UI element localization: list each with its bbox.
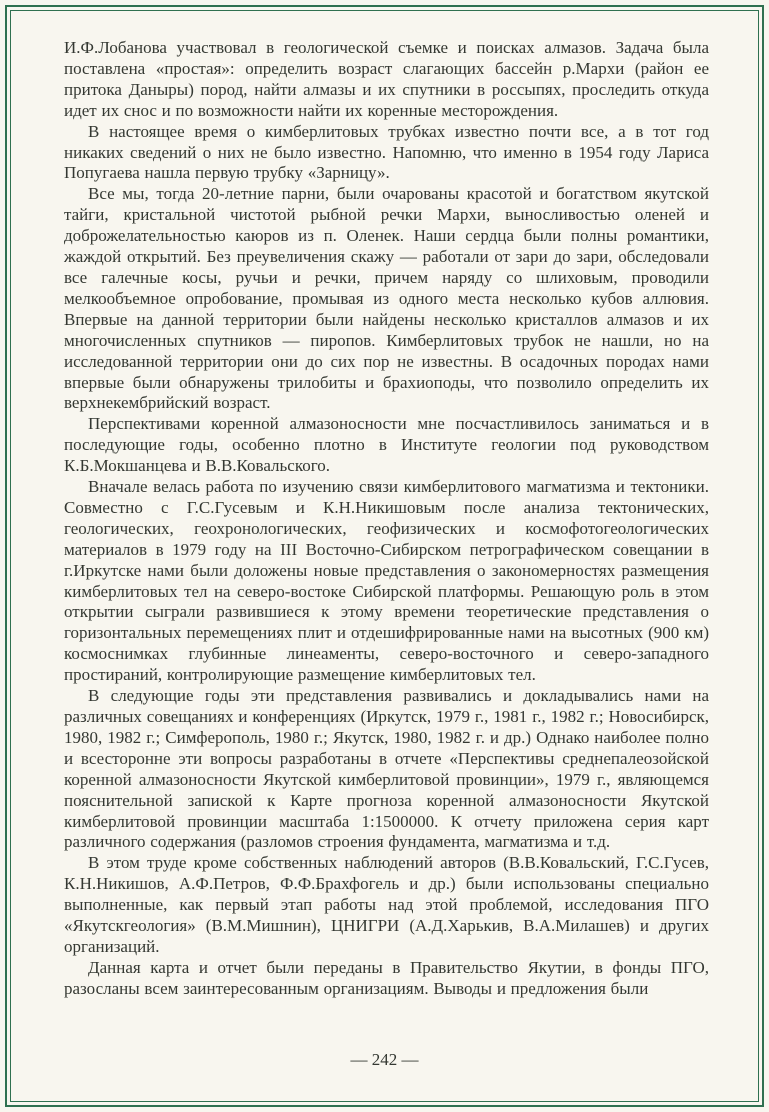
paragraph: В следующие годы эти представления развивались и докладывались нами на различных совещаниях и конференциях (Иркутск, 1979 г., 1981 г., 1982 г.; Новосибирск, 1980, 1982 г.; Симферополь, 1980 г.; Якутск, 1980, 1982 г. и др.) Однако наиболее полно и всесторонне эти вопросы разработаны в отчете «Перспективы среднепалеозойской коренной алмазоносности Якутской кимберлитовой провинции», 1979 г., являющемся пояснительной запиской к Карте прогноза коренной алмазоносности Якутской кимберлитовой провинции масштаба 1:1500000. К отчету приложена серия карт различного содержания (разломов строения фундамента, магматизма и т.д. (64, 686, 709, 852)
page-text-block (64, 38, 709, 1000)
paragraph: В этом труде кроме собственных наблюдений авторов (В.В.Ковальский, Г.С.Гусев, К.Н.Никишов, А.Ф.Петров, Ф.Ф.Брахфогель и др.) были использованы специально выполненные, как первый этап работы над этой проблемой, исследования ПГО «Якутскгеология» (В.М.Мишнин), ЦНИГРИ (А.Д.Харькив, В.А.Милашев) и других организаций. (64, 853, 709, 956)
paragraph: Перспективами коренной алмазоносности мне посчастливилось заниматься и в последующие годы, особенно плотно в Институте геологии под руководством К.Б.Мокшанцева и В.В.Ковальского. (64, 414, 709, 476)
page-number: — 242 — (350, 1050, 419, 1069)
paragraph: Вначале велась работа по изучению связи кимберлитового магматизма и тектоники. Совместно с Г.С.Гусевым и К.Н.Никишовым после анализа тектонических, геологических, геохронологических, геофизических и космофотогеологических материалов в 1979 году на III Восточно-Сибирском петрографическом совещании в г.Иркутске нами были доложены новые представления о закономерностях размещения кимберлитовых тел на северо-востоке Сибирской платформы. Решающую роль в этом открытии сыграли развившиеся к этому времени теоретические представления о горизонтальных перемещениях плит и отдешифрированные нами на высотных (900 км) космоснимках глубинные линеаменты, северо-восточного и северо-западного простираний, контролирующие размещение кимберлитовых тел. (64, 477, 709, 685)
paragraph: И.Ф.Лобанова участвовал в геологической съемке и поисках алмазов. Задача была поставлена «простая»: определить возраст слагающих бассейн р.Мархи (район ее притока Даныры) пород, найти алмазы и их спутники в россыпях, проследить откуда идет их снос и по возможности найти их коренные месторождения. (64, 38, 709, 120)
paragraph: Все мы, тогда 20-летние парни, были очарованы красотой и богатством якутской тайги, кристальной чистотой рыбной речки Мархи, выносливостью оленей и доброжелательностью каюров из п. Оленек. Наши сердца были полны романтики, жаждой открытий. Без преувеличения скажу — работали от зари до зари, обследовали все галечные косы, ручьи и речки, причем наряду со шлиховым, проводили мелкообъемное опробование, промывая из одного места несколько кубов аллювия. Впервые на данной территории были найдены несколько кристаллов алмазов и их многочисленных спутников — пиропов. Кимберлитовых трубок не нашли, но на исследованной территории они до сих пор не известны. В осадочных породах нами впервые были обнаружены трилобиты и брахиоподы, что позволило определить их верхнекембрийский возраст. (64, 184, 709, 413)
paragraph: В настоящее время о кимберлитовых трубках известно почти все, а в тот год никаких сведений о них не было известно. Напомню, что именно в 1954 году Лариса Попугаева нашла первую трубку «Зарницу». (64, 121, 709, 183)
paragraph: Данная карта и отчет были переданы в Правительство Якутии, в фонды ПГО, разосланы всем заинтересованным организациям. Выводы и предложения были (64, 957, 709, 998)
